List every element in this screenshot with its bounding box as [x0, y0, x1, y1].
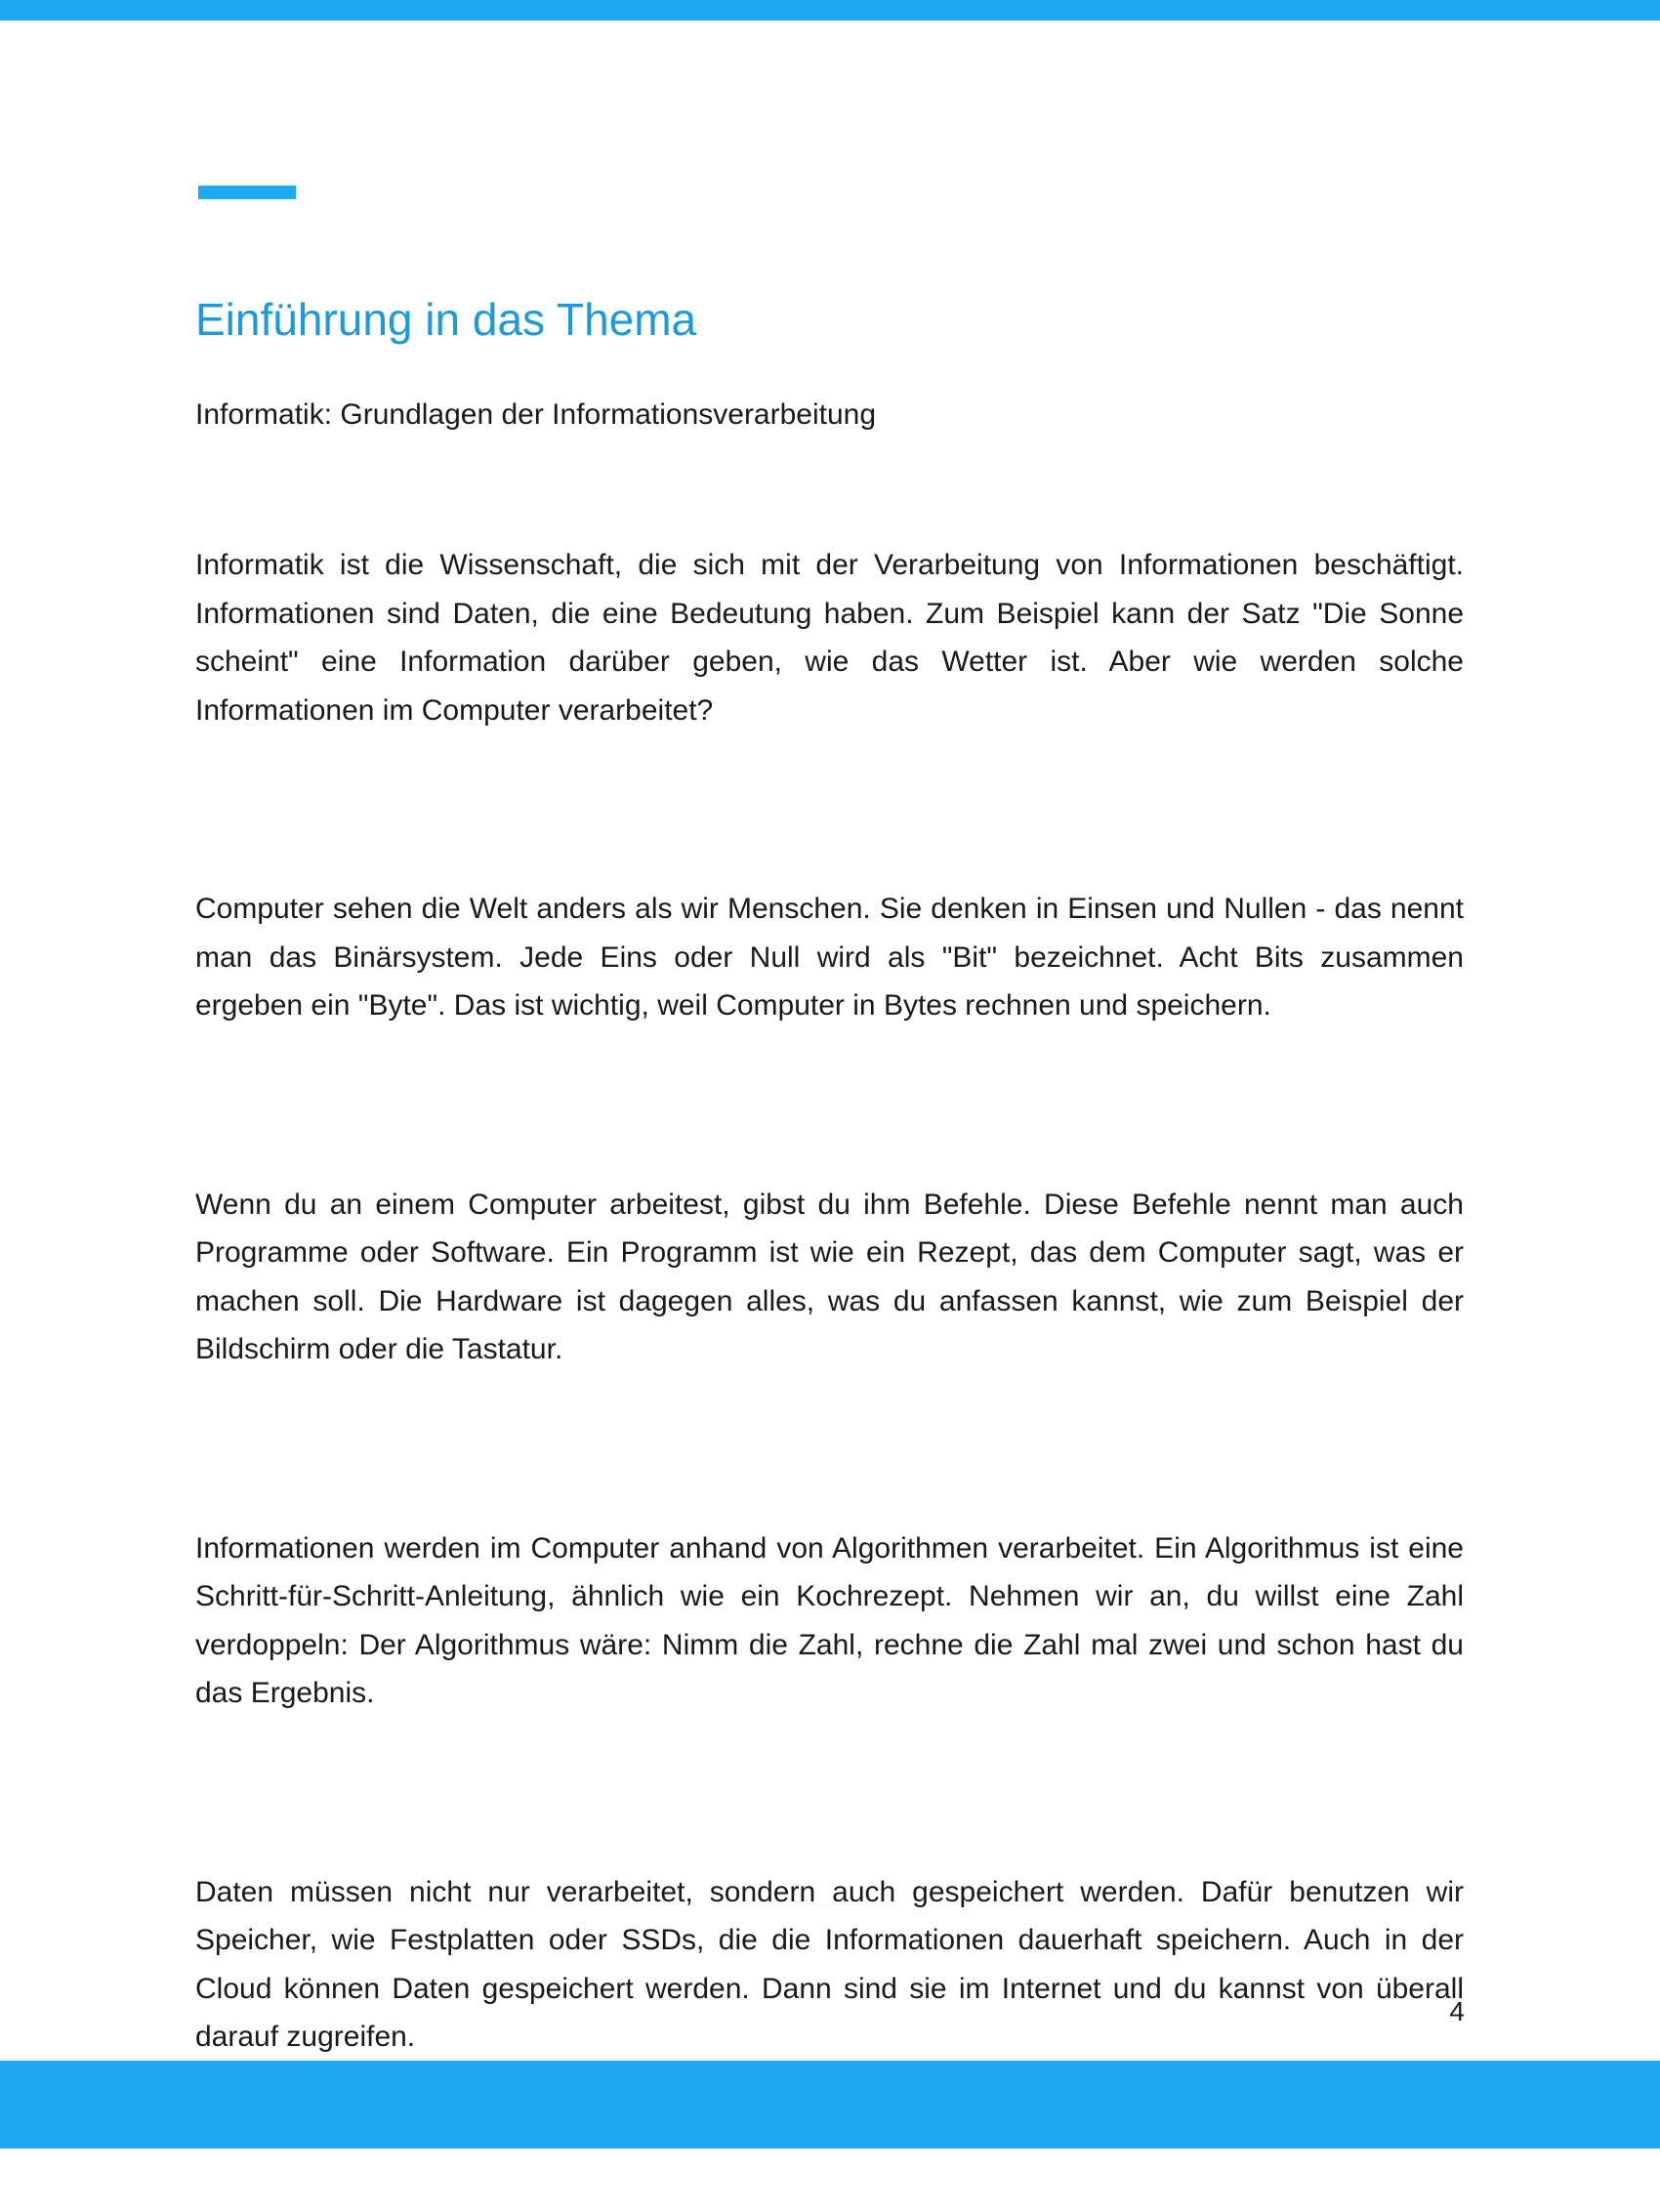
- top-accent-bar: [0, 0, 1660, 21]
- page-title: Einführung in das Thema: [195, 294, 697, 345]
- paragraph-binary: Computer sehen die Welt anders als wir Menschen. Sie denken in Einsen und Nullen - das nennt man das Binärsystem. Jede Eins oder Null wird als "Bit" bezeichnet. Acht Bits zusammen ergeben ein "Byte". Das ist wichtig, weil Computer in Bytes rechnen und speichern.: [195, 893, 1464, 1022]
- paragraph-software-hardware: Wenn du an einem Computer arbeitest, gibst du ihm Befehle. Diese Befehle nennt man auch Programme oder Software. Ein Programm ist wie ein Rezept, das dem Computer sagt, was er machen soll. Die Hardware ist dagegen alles, was du anfassen kannst, wie zum Beispiel der Bildschirm oder die Tastatur.: [195, 1188, 1464, 1365]
- bottom-accent-bar: [0, 2061, 1660, 2149]
- paragraph-algorithms: Informationen werden im Computer anhand von Algorithmen verarbeitet. Ein Algorithmus ist eine Schritt-für-Schritt-Anleitung, ähnlich wie ein Kochrezept. Nehmen wir an, du willst eine Zahl verdoppeln: Der Algorithmus wäre: Nimm die Zahl, rechne die Zahl mal zwei und schon hast du das Ergebnis.: [195, 1531, 1464, 1709]
- page-number: 4: [1449, 1996, 1465, 2026]
- paragraph-intro: Informatik ist die Wissenschaft, die sich mit der Verarbeitung von Informationen beschäftigt. Informationen sind Daten, die eine Bedeutung haben. Zum Beispiel kann der Satz "Die Sonne scheint" eine Information darüber geben, wie das Wetter ist. Aber wie werden solche Informationen im Computer verarbeitet?: [195, 549, 1464, 727]
- paragraph-storage: Daten müssen nicht nur verarbeitet, sondern auch gespeichert werden. Dafür benutzen wir Speicher, wie Festplatten oder SSDs, die die Informationen dauerhaft speichern. Auch in der Cloud können Daten gespeichert werden. Dann sind sie im Internet und du kannst von überall darauf zugreifen.: [195, 1875, 1464, 2053]
- section-accent-dash: [198, 186, 296, 199]
- body-text: [195, 541, 1464, 2212]
- page-subtitle: Informatik: Grundlagen der Informationsverarbeitung: [195, 398, 877, 431]
